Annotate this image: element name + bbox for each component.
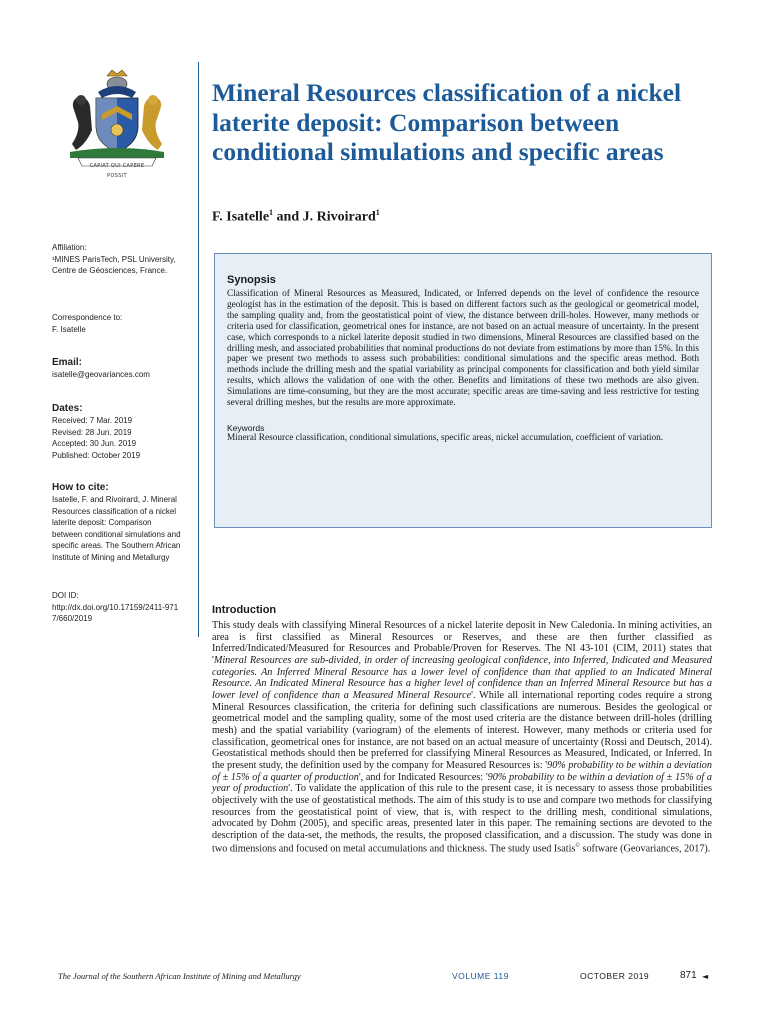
article-title: Mineral Resources classification of a nickel laterite deposit: Comparison between conditional simulations and specific areas <box>212 78 682 166</box>
synopsis-text: Classification of Mineral Resources as Measured, Indicated, or Inferred depends on the level of confidence the resource geologist has in the estimation of the deposit. This is based on different factors such as the geological or geometrical model, the sampling quality and, from the geostatistical point of view, the distance between drill-holes. However, many methods or criteria used for classification, geometrical ones for instance, are not based on an actual measure of uncertainty. In the present case, which corresponds to a nickel laterite deposit studied in two dimensions, Mineral Resources are classified based on the drilling mesh, and associated probabilities that nominal productions do not deviate from estimations by more than 15%. In this paper we present two methods to assess such probabilities: conditional simulations and the specific areas method. Both methods include the drilling mesh and the spatial variability as principal components for classification and both yield similar results, which allows the validation of one with the other. Benefits and limitations of these two methods are also given. Simulations are time-consuming, but they are the most accurate; specific areas are time-saving and less restrictive for testing several drilling meshes, but the results are more approximate. <box>227 289 699 409</box>
author-joiner: and <box>273 209 303 225</box>
dates-block <box>52 402 182 461</box>
correspondence-block <box>52 312 182 335</box>
intro-text-run: software (Geovariances, 2017). <box>579 843 711 855</box>
author-name: J. Rivoirard <box>302 209 376 225</box>
column-divider <box>198 62 199 637</box>
correspondence-name: F. Isatelle <box>52 324 86 334</box>
intro-quote: 90% probability to be within a deviation of ± 15% of a year of production <box>212 771 713 795</box>
intro-quote: 90% probability to be within a deviation of ± 15% of a quarter of production <box>212 759 712 783</box>
author-list <box>212 208 692 226</box>
keywords-text: Mineral Resource classification, conditional simulations, specific areas, nickel accumulation, coefficient of variation. <box>227 432 664 443</box>
footer-volume: VOLUME 119 <box>452 971 509 981</box>
footer-page-number: 871 <box>680 970 697 981</box>
crest-motto: CAPIAT QUI CAPERE POSSIT <box>89 163 145 179</box>
affiliation-label: Affiliation: <box>52 243 87 252</box>
author-affiliation-mark: 1 <box>269 208 274 217</box>
cite-block <box>52 481 182 563</box>
affiliation-text: ¹MINES ParisTech, PSL University, Centre de Géosciences, France. <box>52 254 176 275</box>
cite-text: Isatelle, F. and Rivoirard, J. Mineral Resources classification of a nickel laterite deposit: Comparison between conditional simulations and specific areas. The Southern African Institute of Mining and Metallurgy <box>52 495 181 562</box>
footer-journal-name: The Journal of the Southern African Institute of Mining and Metallurgy <box>58 971 301 981</box>
affiliation-block <box>52 242 182 277</box>
date-published: Published: October 2019 <box>52 450 141 460</box>
date-revised: Revised: 28 Jun. 2019 <box>52 427 132 437</box>
introduction-heading: Introduction <box>212 604 277 616</box>
synopsis-box <box>214 253 712 528</box>
footer-arrow-icon: ◄ <box>702 972 709 981</box>
date-received: Received: 7 Mar. 2019 <box>52 416 133 425</box>
doi-label: DOI ID: <box>52 591 79 600</box>
introduction-text <box>212 620 712 856</box>
author-affiliation-mark: 1 <box>375 208 380 217</box>
dates-label: Dates: <box>52 403 83 414</box>
email-block <box>52 356 182 381</box>
email-value[interactable]: isatelle@geovariances.com <box>52 370 150 379</box>
email-label: Email: <box>52 357 83 368</box>
doi-link[interactable]: http://dx.doi.org/10.17159/2411-9717/660/2019 <box>52 602 179 623</box>
date-accepted: Accepted: 30 Jun. 2019 <box>52 439 137 448</box>
copyright-mark: © <box>575 843 580 850</box>
intro-text-run: '. To validate the application of this rule to the present case, it is necessary to assess those probabilities objectively with the use of geostatistical methods. The aim of this study is to use and compare two methods for classifying resources from the geostatistical point of view, that is, with respect to the drilling mesh, conditional simulations, advocated by Dohm (2005), and specific areas, presented later in this paper. The remaining sections are devoted to the description of the data-set, the methods, the results, the proposed classification, and a discussion. The study was done in two dimensions and focused on metal accumulations and thickness. The study used Isatis <box>212 783 712 855</box>
synopsis-heading: Synopsis <box>227 274 276 286</box>
doi-block <box>52 590 182 625</box>
institute-crest-logo <box>62 70 172 179</box>
footer-date: OCTOBER 2019 <box>580 971 650 981</box>
intro-text-run: '. While all international reporting codes require a strong Mineral Resources classification, the criteria for defining such classifications are numerous. Besides the geological or geometrical model and the sampling quality, some of the most used criteria are the distance between drill-holes (drilling mesh) and the spatial variability (variogram) of the elements of interest. However, many methods or criteria used for classification, geometrical ones for instance, are not based on an actual measure of uncertainty (Rossi and Deutsch, 2014). Geostatistical methods should then be preferred for classifying Mineral Resources as Measured, Indicated, or Inferred. In the present study, the definition used by the company for Measured Resources is: ' <box>212 689 712 771</box>
intro-text-run: This study deals with classifying Mineral Resources of a nickel laterite deposit in New Caledonia. In mining activities, an area is first classified as Mineral Resources or Reserves, and these are then further classified as Inferred/Indicated/Measured for Resources and Probable/Proven for Reserves. The NI 43-101 (CIM, 2011) states that ' <box>212 620 712 666</box>
intro-quote: Mineral Resources are sub-divided, in order of increasing geological confidence, into Inferred, Indicated and Measured categories. An Inferred Mineral Resource has a lower level of confidence than that applied to an Indicated Mineral Resource. An Indicated Mineral Resource has a higher level of confidence than an Inferred Mineral Resource but has a lower level of confidence than a Measured Mineral Resource <box>212 654 712 701</box>
keywords-label: Keywords <box>227 422 265 433</box>
correspondence-label: Correspondence to: <box>52 313 123 322</box>
intro-text-run: ', and for Indicated Resources: ' <box>358 771 488 783</box>
cite-label: How to cite: <box>52 482 109 493</box>
author-name: F. Isatelle <box>212 209 270 225</box>
